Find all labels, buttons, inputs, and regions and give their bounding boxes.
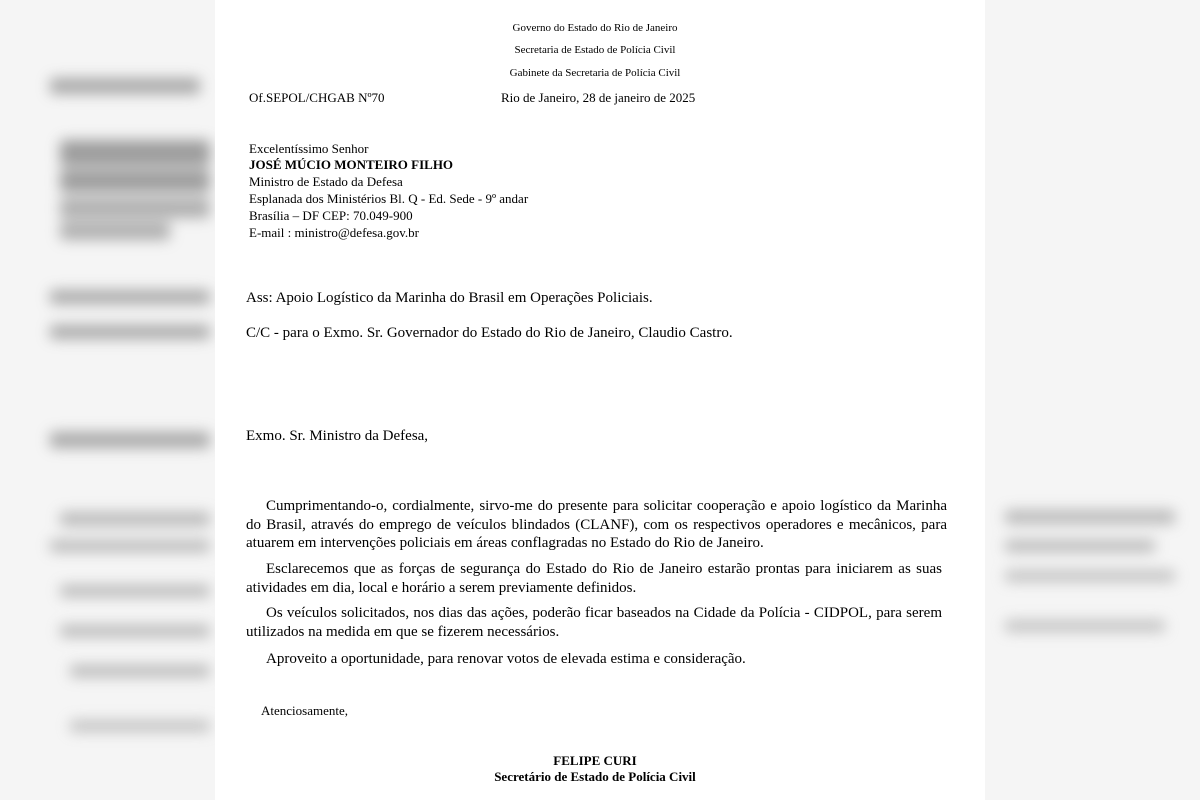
recipient-role: Ministro de Estado da Defesa [249,174,403,189]
header-secretariat: Secretaria de Estado de Polícia Civil [514,44,676,56]
signature-name: FELIPE CURI [553,753,637,768]
cc-line: C/C - para o Exmo. Sr. Governador do Estado do Rio de Janeiro, Claudio Castro. [246,325,733,341]
recipient-address-line1: Esplanada dos Ministérios Bl. Q - Ed. Sede - 9º andar [249,191,529,206]
paragraph-2: Esclarecemos que as forças de segurança do Estado do Rio de Janeiro estarão prontas para iniciarem as suas atividades em dia, local e horário a serem previamente definidos. [246,561,942,596]
place-date: Rio de Janeiro, 28 de janeiro de 2025 [501,90,696,105]
signature-title: Secretário de Estado de Polícia Civil [494,769,696,784]
header-cabinet: Gabinete da Secretaria de Polícia Civil [509,67,681,79]
background-blur-left [0,0,215,800]
subject-line: Ass: Apoio Logístico da Marinha do Brasil em Operações Policiais. [246,290,653,306]
paragraph-3: Os veículos solicitados, nos dias das ações, poderão ficar baseados na Cidade da Polícia - CIDPOL, para serem utilizados na medida em que se fizerem necessários. [246,605,942,640]
letter-page [215,0,985,800]
header-government: Governo do Estado do Rio de Janeiro [512,22,678,34]
closing: Atenciosamente, [261,703,348,718]
recipient-salutation: Excelentíssimo Senhor [249,141,369,156]
recipient-email: E-mail : ministro@defesa.gov.br [249,225,419,240]
paragraph-1: Cumprimentando-o, cordialmente, sirvo-me do presente para solicitar cooperação e apoio logístico da Marinha do Brasil, através do emprego de veículos blindados (CLANF), com os respectivos operadores e mecânicos, para atuarem em intervenções policiais em áreas conflagradas no Estado do Rio de Janeiro. [246,498,947,551]
office-number: Of.SEPOL/CHGAB Nº70 [249,90,385,105]
paragraph-4: Aproveito a oportunidade, para renovar votos de elevada estima e consideração. [266,651,746,667]
greeting: Exmo. Sr. Ministro da Defesa, [246,428,429,444]
recipient-name: JOSÉ MÚCIO MONTEIRO FILHO [249,157,454,172]
recipient-address-line2: Brasília – DF CEP: 70.049-900 [249,208,413,223]
background-blur-right [985,0,1200,800]
